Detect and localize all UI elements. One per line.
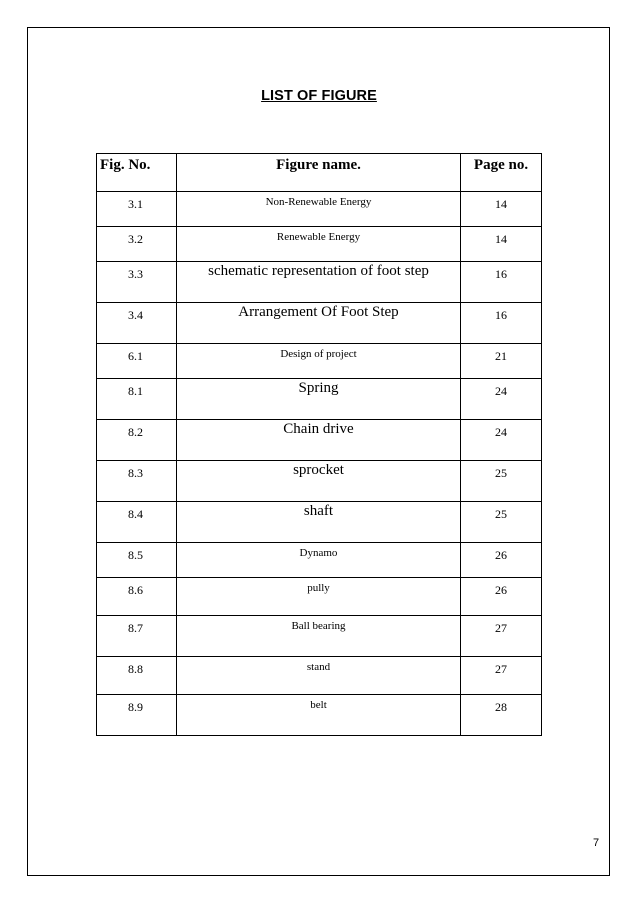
table-row — [97, 420, 542, 461]
page-ref: 24 — [461, 379, 542, 420]
figure-name: Dynamo — [177, 543, 461, 578]
table-header-row — [97, 154, 542, 192]
page-ref: 27 — [461, 657, 542, 695]
fig-number: 8.4 — [97, 502, 177, 543]
table-row — [97, 657, 542, 695]
figure-name: stand — [177, 657, 461, 695]
figure-name: belt — [177, 695, 461, 736]
page-ref: 16 — [461, 262, 542, 303]
table-row — [97, 262, 542, 303]
table-row — [97, 461, 542, 502]
figure-name: sprocket — [177, 461, 461, 502]
figure-name: Arrangement Of Foot Step — [177, 303, 461, 344]
page-ref: 25 — [461, 461, 542, 502]
fig-number: 8.5 — [97, 543, 177, 578]
page-ref: 25 — [461, 502, 542, 543]
figure-name: Spring — [177, 379, 461, 420]
figure-name: Chain drive — [177, 420, 461, 461]
figure-name: schematic representation of foot step — [177, 262, 461, 303]
fig-number: 8.8 — [97, 657, 177, 695]
fig-number: 8.7 — [97, 616, 177, 657]
header-fig-no: Fig. No. — [97, 154, 177, 192]
fig-number: 8.1 — [97, 379, 177, 420]
table-row — [97, 303, 542, 344]
fig-number: 8.9 — [97, 695, 177, 736]
page-title: LIST OF FIGURE — [261, 88, 377, 104]
page-ref: 26 — [461, 543, 542, 578]
fig-number: 3.2 — [97, 227, 177, 262]
figure-name: Non-Renewable Energy — [177, 192, 461, 227]
header-page-no: Page no. — [461, 154, 542, 192]
fig-number: 8.6 — [97, 578, 177, 616]
page-ref: 28 — [461, 695, 542, 736]
table-row — [97, 344, 542, 379]
fig-number: 8.2 — [97, 420, 177, 461]
fig-number: 8.3 — [97, 461, 177, 502]
page-ref: 16 — [461, 303, 542, 344]
page-ref: 21 — [461, 344, 542, 379]
fig-number: 3.4 — [97, 303, 177, 344]
header-figure-name: Figure name. — [177, 154, 461, 192]
figure-name: Renewable Energy — [177, 227, 461, 262]
table-row — [97, 616, 542, 657]
fig-number: 3.3 — [97, 262, 177, 303]
table-row — [97, 379, 542, 420]
table-row — [97, 543, 542, 578]
table-row — [97, 695, 542, 736]
table-row — [97, 227, 542, 262]
page-ref: 14 — [461, 227, 542, 262]
figure-name: pully — [177, 578, 461, 616]
figure-name: Ball bearing — [177, 616, 461, 657]
figure-name: shaft — [177, 502, 461, 543]
page-ref: 14 — [461, 192, 542, 227]
page-ref: 24 — [461, 420, 542, 461]
fig-number: 6.1 — [97, 344, 177, 379]
page-number: 7 — [593, 837, 600, 849]
figure-name: Design of project — [177, 344, 461, 379]
table-row — [97, 578, 542, 616]
page-ref: 26 — [461, 578, 542, 616]
page-ref: 27 — [461, 616, 542, 657]
fig-number: 3.1 — [97, 192, 177, 227]
table-row — [97, 192, 542, 227]
figure-list-table — [96, 153, 542, 736]
table-row — [97, 502, 542, 543]
